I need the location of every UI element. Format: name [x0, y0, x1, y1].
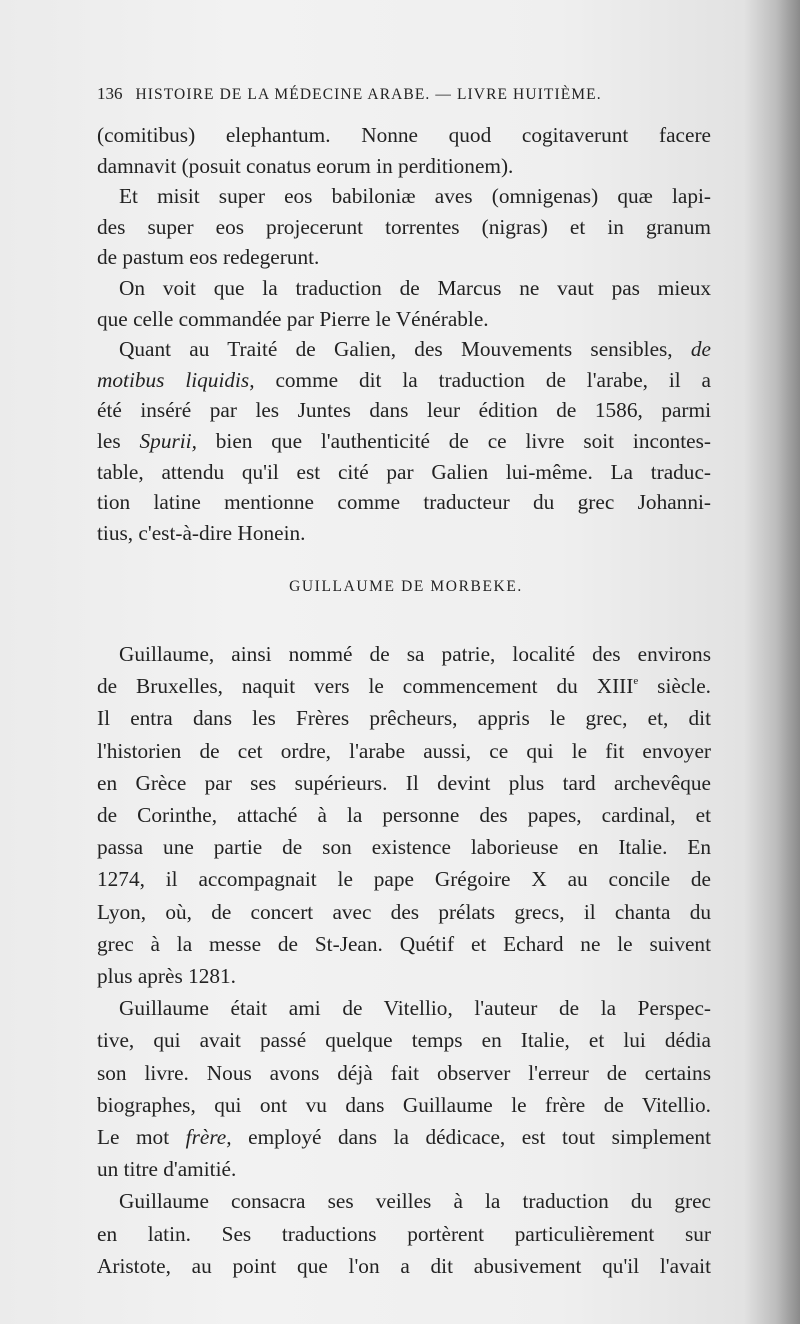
paragraph: [97, 181, 711, 273]
text-line: tion latine mentionne comme traducteur du grec Johanni-: [97, 490, 711, 515]
text-line: [97, 670, 711, 702]
text-line: passa une partie de son existence laborieuse en Italie. En: [97, 835, 711, 860]
italic-text: motibus liquidis,: [97, 367, 255, 392]
text-line: en Grèce par ses supérieurs. Il devint plus tard archevêque: [97, 770, 711, 795]
superscript: e: [633, 675, 639, 688]
text-line: Guillaume, ainsi nommé de sa patrie, localité des environs: [119, 642, 711, 666]
text-span: Quant au Traité de Galien, des Mouvements sensibles,: [119, 337, 673, 362]
text-line: grec à la messe de St-Jean. Quétif et Echard ne le suivent: [97, 931, 711, 956]
text-line: [97, 1121, 711, 1153]
text-line: l'historien de cet ordre, l'arabe aussi, ce qui le fit envoyer: [97, 738, 711, 763]
text-line: Lyon, où, de concert avec des prélats grecs, il chanta du: [97, 899, 711, 924]
text-block-after-section: [97, 638, 711, 1282]
text-line: On voit que la traduction de Marcus ne vaut pas mieux: [119, 275, 711, 300]
text-line: été inséré par les Juntes dans leur édition de 1586, parmi: [97, 398, 711, 423]
text-line: des super eos projecerunt torrentes (nigras) et in granum: [97, 214, 711, 239]
text-line: Guillaume consacra ses veilles à la traduction du grec: [119, 1189, 711, 1214]
text-line: de pastum eos redegerunt.: [97, 245, 320, 270]
paragraph: [97, 1185, 711, 1282]
text-line: (comitibus) elephantum. Nonne quod cogitaverunt facere: [97, 123, 711, 147]
text-span: bien que l'authenticité de ce livre soit incontes-: [215, 428, 711, 453]
paragraph: [97, 638, 711, 992]
text-line: [97, 426, 711, 457]
paragraph: [97, 992, 711, 1185]
text-line: un titre d'amitié.: [97, 1157, 237, 1182]
text-line: 1274, il accompagnait le pape Grégoire X au concile de: [97, 867, 711, 892]
paragraph: [97, 120, 711, 181]
text-line: que celle commandée par Pierre le Vénérable.: [97, 306, 489, 331]
text-line: tive, qui avait passé quelque temps en Italie, et lui dédia: [97, 1028, 711, 1053]
text-span: les: [97, 428, 121, 453]
text-line: de Corinthe, attaché à la personne des papes, cardinal, et: [97, 803, 711, 828]
text-line: plus après 1281.: [97, 964, 237, 989]
text-line: damnavit (posuit conatus eorum in perditionem).: [97, 153, 514, 178]
paragraph: [97, 273, 711, 334]
text-line: tius, c'est-à-dire Honein.: [97, 520, 306, 545]
text-line: [97, 365, 711, 396]
italic-text: frère,: [185, 1125, 232, 1150]
running-header: [97, 84, 602, 104]
text-span: comme dit la traduction de l'arabe, il a: [275, 367, 711, 392]
text-span: de Bruxelles, naquit vers le commencement du XIII: [97, 674, 634, 699]
text-span: employé dans la dédicace, est tout simplement: [248, 1125, 711, 1150]
text-span: siècle.: [657, 674, 711, 699]
page-number: 136: [97, 84, 123, 103]
text-line: Guillaume était ami de Vitellio, l'auteur de la Perspec-: [119, 996, 711, 1021]
text-line: table, attendu qu'il est cité par Galien lui-même. La traduc-: [97, 459, 711, 484]
text-line: [97, 334, 711, 365]
text-line: en latin. Ses traductions portèrent particulièrement sur: [97, 1221, 711, 1246]
paragraph: [97, 334, 711, 548]
italic-text: de: [690, 337, 711, 362]
text-block-before-section: [97, 120, 711, 548]
text-line: Aristote, au point que l'on a dit abusivement qu'il l'avait: [97, 1253, 711, 1278]
italic-text: Spurii,: [139, 428, 197, 453]
running-title: HISTOIRE DE LA MÉDECINE ARABE. — LIVRE HUITIÈME.: [135, 86, 602, 103]
text-line: son livre. Nous avons déjà fait observer l'erreur de certains: [97, 1060, 711, 1085]
text-span: Le mot: [97, 1125, 170, 1150]
text-line: biographes, qui ont vu dans Guillaume le frère de Vitellio.: [97, 1092, 711, 1117]
text-line: Il entra dans les Frères prêcheurs, appris le grec, et, dit: [97, 706, 711, 731]
text-line: Et misit super eos babiloniæ aves (omnigenas) quæ lapi-: [119, 184, 711, 209]
section-heading: GUILLAUME DE MORBEKE.: [289, 578, 523, 595]
